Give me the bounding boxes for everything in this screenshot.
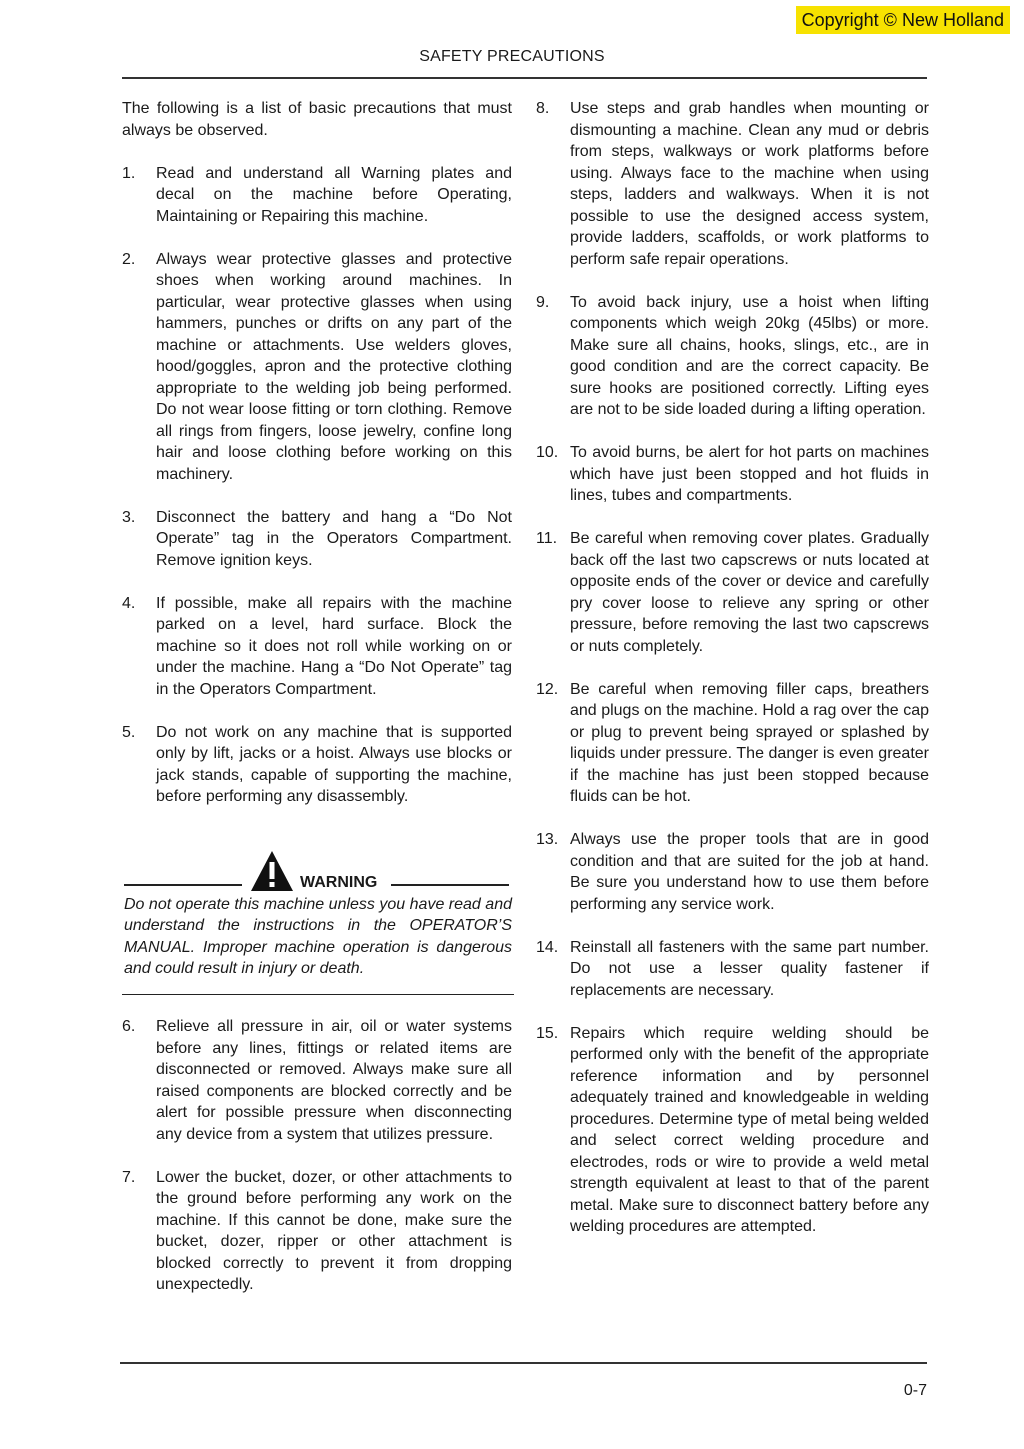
item-text: Use steps and grab handles when mounting or dismounting a machine. Clean any mud or debris from steps, walkways or work platforms before using. Always face to the machine when using steps, ladders and walkways. When it is not possible to use the designed access system, provide ladders, scaffolds, or work platforms to perform safe repair operations. <box>570 100 929 268</box>
list-item <box>122 722 512 808</box>
warning-label: WARNING <box>300 873 378 891</box>
copyright-banner: Copyright © New Holland <box>796 6 1010 34</box>
warning-header <box>124 850 512 892</box>
item-number: 15. <box>536 1024 559 1042</box>
page-number: 0-7 <box>903 1382 927 1399</box>
item-text: If possible, make all repairs with the machine parked on a level, hard surface. Block the machine so it does not roll while working on or under the machine. Hang a “Do Not Operate” tag in the Operators Compartment. <box>156 594 512 698</box>
warning-triangle-icon <box>250 850 294 892</box>
item-number: 11. <box>536 530 558 547</box>
item-number: 7. <box>122 1168 136 1186</box>
item-text: Repairs which require welding should be performed only with the benefit of the appropriate reference information and by personnel adequately trained and knowledgeable in welding procedures. Determine type of metal being welded and select correct welding procedure and electrodes, rods or wire to provide a weld metal strength equivalent at least to that of the parent metal. Make sure to disconnect battery before any welding procedures are attempted. <box>570 1024 929 1235</box>
item-text: To avoid burns, be alert for hot parts on machines which have just been stopped and hot fluids in lines, tubes and compartments. <box>570 444 929 504</box>
list-item <box>122 507 512 572</box>
page-title: SAFETY PRECAUTIONS <box>419 48 605 65</box>
item-number: 6. <box>122 1018 136 1035</box>
item-number: 14. <box>536 938 559 956</box>
list-item <box>122 593 512 701</box>
item-text: Reinstall all fasteners with the same part number. Do not use a lesser quality fastener if replacements are necessary. <box>570 938 929 999</box>
item-text: Disconnect the battery and hang a “Do Not Operate” tag in the Operators Compartment. Remove ignition keys. <box>156 508 512 569</box>
item-number: 13. <box>536 831 559 848</box>
item-text: Read and understand all Warning plates and decal on the machine before Operating, Maintaining or Repairing this machine. <box>156 164 512 225</box>
list-item <box>122 1016 512 1145</box>
list-item <box>536 528 929 657</box>
item-text: Be careful when removing filler caps, breathers and plugs on the machine. Hold a rag over the cap or plug to prevent being sprayed or splashed by liquids under pressure. The danger is even greater if the machine has just been stopped because fluids can be hot. <box>570 680 929 805</box>
list-item <box>122 1167 512 1296</box>
warning-divider-left <box>124 884 242 886</box>
item-number: 5. <box>122 723 136 741</box>
item-text: To avoid back injury, use a hoist when lifting components which weigh 20kg (45lbs) or more. Make sure all chains, hooks, slings, etc., are in good condition and are the correct capacity. Be sure hooks are positioned correctly. Lifting eyes are not to be side loaded during a lifting operation. <box>570 293 929 418</box>
item-text: Always wear protective glasses and protective shoes when working around machines. In particular, wear protective glasses when using hammers, punches or drifts on any part of the machine or attachments. Use welders gloves, hood/goggles, apron and the protective clothing appropriate to the welding job being performed. Do not wear loose fitting or torn clothing. Remove all rings from fingers, loose jewelry, confine long hair and loose clothing before working on this machinery. <box>156 250 512 483</box>
item-text: Do not work on any machine that is supported only by lift, jacks or a hoist. Always use blocks or jack stands, capable of supporting the machine, before performing any disassembly. <box>156 723 512 805</box>
item-text: Lower the bucket, dozer, or other attachments to the ground before performing any work on the machine. If this cannot be done, make sure the bucket, dozer, ripper or other attachment is blocked correctly to prevent it from dropping unexpectedly. <box>156 1168 512 1293</box>
item-number: 10. <box>536 444 559 461</box>
item-number: 12. <box>536 680 559 698</box>
item-number: 3. <box>122 508 136 526</box>
item-number: 8. <box>536 100 550 117</box>
item-text: Always use the proper tools that are in good condition and that are suited for the job at hand. Be sure you understand how to use them before performing any service work. <box>570 831 929 913</box>
list-item <box>536 937 929 1002</box>
item-number: 2. <box>122 250 136 268</box>
list-item <box>536 442 929 507</box>
list-item <box>536 98 929 270</box>
item-number: 4. <box>122 594 136 612</box>
footer-rule <box>120 1362 927 1364</box>
warning-divider-right <box>391 884 509 886</box>
warning-box <box>122 850 512 996</box>
header-rule <box>122 77 927 79</box>
item-text: Be careful when removing cover plates. Gradually back off the last two capscrews or nuts located at opposite ends of the cover or device and carefully pry cover loose to relieve any spring or other pressure, before removing the last two capscrews or nuts completely. <box>570 530 929 655</box>
list-item <box>536 292 929 421</box>
warning-bottom-rule <box>122 994 514 996</box>
item-number: 9. <box>536 293 550 311</box>
list-item <box>536 1023 929 1238</box>
list-item <box>536 829 929 915</box>
intro-text: The following is a list of basic precautions that must always be observed. <box>122 100 512 139</box>
item-number: 1. <box>122 164 136 182</box>
left-column <box>122 98 512 1317</box>
list-item <box>122 249 512 486</box>
warning-text: Do not operate this machine unless you have read and understand the instructions in the OPERATOR’S MANUAL. Improper machine operation is dangerous and could result in injury or death. <box>124 895 512 977</box>
list-item <box>122 163 512 228</box>
right-column <box>536 98 929 1259</box>
list-item <box>536 679 929 808</box>
item-text: Relieve all pressure in air, oil or water systems before any lines, fittings or related items are disconnected or removed. Always make sure all raised components are blocked correctly and be alert for possible pressure when disconnecting any device from a system that utilizes pressure. <box>156 1018 512 1143</box>
